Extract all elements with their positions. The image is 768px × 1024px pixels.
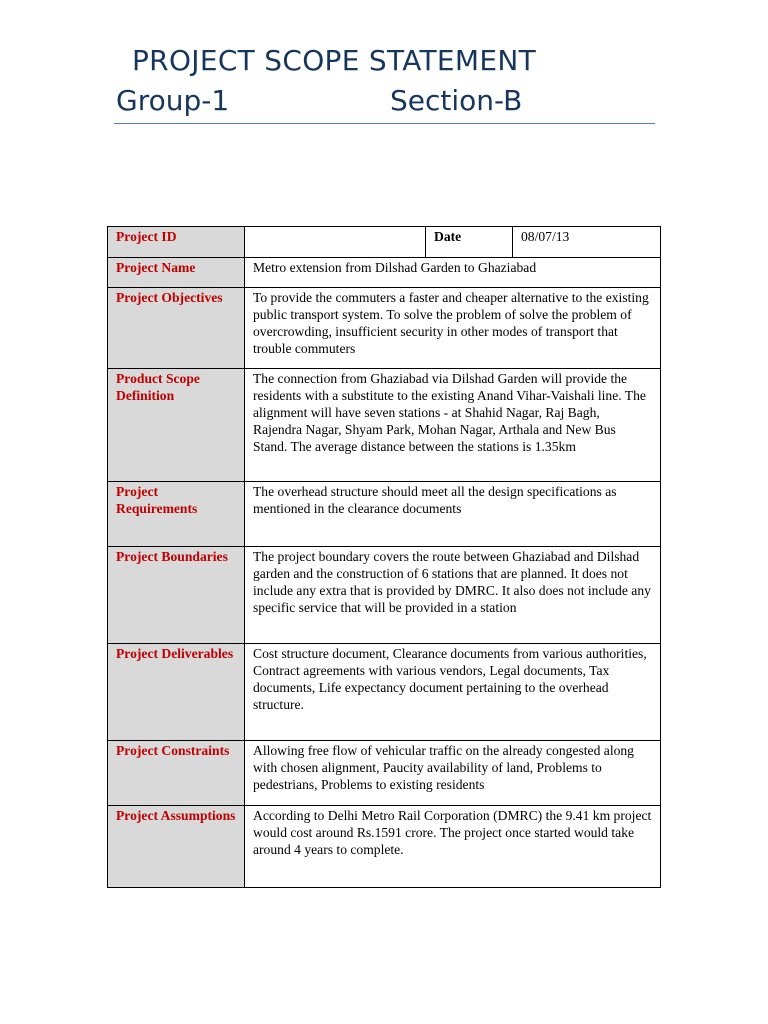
table-row-project-requirements bbox=[108, 482, 661, 547]
project-name-value: Metro extension from Dilshad Garden to Ghaziabad bbox=[245, 258, 661, 288]
group-label: Group-1 bbox=[116, 84, 230, 117]
table-row-project-deliverables bbox=[108, 644, 661, 741]
date-value: 08/07/13 bbox=[513, 227, 661, 258]
product-scope-definition-label: Product Scope Definition bbox=[108, 369, 245, 482]
table-row-project-name bbox=[108, 258, 661, 288]
table-row-project-id bbox=[108, 227, 661, 258]
project-deliverables-value: Cost structure document, Clearance documents from various authorities, Contract agreements with various vendors, Legal documents, Tax documents, Life expectancy document pertaining to the overhead structure. bbox=[245, 644, 661, 741]
project-objectives-label: Project Objectives bbox=[108, 288, 245, 369]
group-section-line bbox=[116, 84, 656, 120]
table-row-project-assumptions bbox=[108, 806, 661, 888]
title-underline bbox=[114, 123, 655, 124]
section-label: Section-B bbox=[390, 84, 523, 117]
project-name-label: Project Name bbox=[108, 258, 245, 288]
project-constraints-value: Allowing free flow of vehicular traffic on the already congested along with chosen alignment, Paucity availability of land, Problems to pedestrians, Problems to existing residents bbox=[245, 741, 661, 806]
project-assumptions-label: Project Assumptions bbox=[108, 806, 245, 888]
project-deliverables-label: Project Deliverables bbox=[108, 644, 245, 741]
project-constraints-label: Project Constraints bbox=[108, 741, 245, 806]
table-row-project-constraints bbox=[108, 741, 661, 806]
table-row-project-objectives bbox=[108, 288, 661, 369]
project-boundaries-label: Project Boundaries bbox=[108, 547, 245, 644]
project-requirements-label: Project Requirements bbox=[108, 482, 245, 547]
project-id-label: Project ID bbox=[108, 227, 245, 258]
product-scope-definition-value: The connection from Ghaziabad via Dilshad Garden will provide the residents with a substitute to the existing Anand Vihar-Vaishali line. The alignment will have seven stations - at Shahid Nagar, Raj Bagh, Rajendra Nagar, Shyam Park, Mohan Nagar, Arthala and New Bus Stand. The average distance between the stations is 1.35km bbox=[245, 369, 661, 482]
scope-table bbox=[107, 226, 661, 888]
project-objectives-value: To provide the commuters a faster and cheaper alternative to the existing public transport system. To solve the problem of solve the problem of overcrowding, insufficient security in other modes of transport that trouble commuters bbox=[245, 288, 661, 369]
table-row-project-boundaries bbox=[108, 547, 661, 644]
project-requirements-value: The overhead structure should meet all the design specifications as mentioned in the clearance documents bbox=[245, 482, 661, 547]
date-label: Date bbox=[426, 227, 513, 258]
table-row-product-scope-definition bbox=[108, 369, 661, 482]
project-assumptions-value: According to Delhi Metro Rail Corporation (DMRC) the 9.41 km project would cost around Rs.1591 crore. The project once started would take around 4 years to complete. bbox=[245, 806, 661, 888]
project-id-value bbox=[245, 227, 426, 258]
document-title: PROJECT SCOPE STATEMENT bbox=[132, 44, 536, 77]
project-boundaries-value: The project boundary covers the route between Ghaziabad and Dilshad garden and the construction of 6 stations that are planned. It does not include any extra that is provided by DMRC. It also does not include any specific service that will be provided in a station bbox=[245, 547, 661, 644]
